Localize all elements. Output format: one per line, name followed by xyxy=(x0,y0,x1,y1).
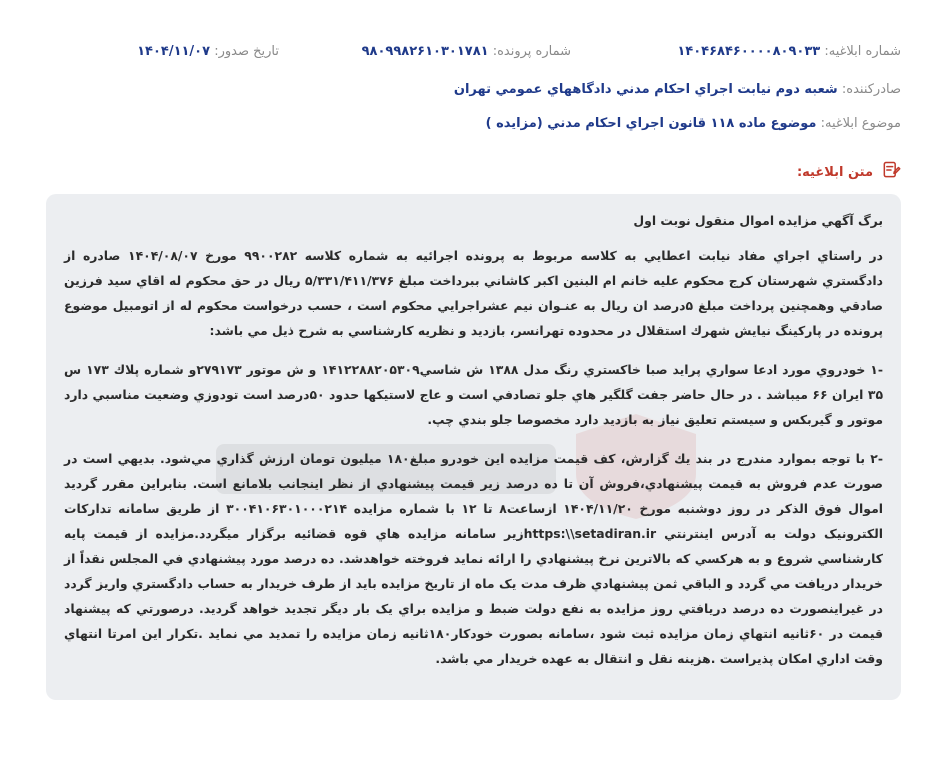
issue-date-label: تاريخ صدور: xyxy=(214,44,279,59)
notice-paragraph-3: -۲ با توجه بموارد مندرج در بند يك گزارش، كف قيمت مزايده اين خودرو مبلغ۱۸۰ ميليون تومان ارزش گذاري مي‌شود. بديهي است در صورت عدم فروش به قيمت پيشنهادي،فروش آن تا ده درصد زير قيمت پيشنهادي از نظر اينجانب بلامانع است. بنابراين مقرر گرديد اموال فوق الذکر در روز دوشنبه مورخ ۱۴۰۴/۱۱/۲۰ ازساعت۸ تا ۱۲ با شماره مزايده ۳۰۰۴۱۰۶۳۰۱۰۰۰۲۱۴ از طريق سامانه تدارکات الکترونيک دولت به آدرس اينترنتي https:\\setadiran.irزير سامانه مزايده هاي قوه قضائيه برگزار ميگردد.مزايده از قيمت پايه کارشناسي شروع و به هرکسي که بالاترين نرخ پيشنهادي را ارائه نمايد فروخته خواهدشد. ده درصد مورد پيشنهادي في المجلس نقداً از خريدار دريافت مي گردد و الباقي ثمن پيشنهادي ظرف مدت يک ماه از تاريخ مزايده بايد از طرف خريدار به حساب دادگستري واريز گردد در غيراينصورت ده درصد دريافتي روز مزايده به نفع دولت ضبط و مزايده براي يک بار ديگر تجديد خواهد گرديد. درصورتي که پيشنهاد قيمت در ۶۰ثانيه انتهاي زمان مزايده ثبت شود ،سامانه بصورت خودکار۱۸۰ثانيه زمان مزايده را تمديد مي نمايد .تکرار اين امرتا انتهاي وقت اداري امکان پذيراست .هزينه نقل و انتقال به عهده خريدار مي باشد. xyxy=(64,451,884,666)
meta-row xyxy=(20,44,901,70)
notice-number-label: شماره ابلاغیه: xyxy=(824,44,901,59)
notice-number-value: ۱۴۰۴۶۸۴۶۰۰۰۰۸۰۹۰۳۳ xyxy=(677,44,821,59)
file-number-value: ۹۸۰۹۹۸۲۶۱۰۳۰۱۷۸۱ xyxy=(361,44,489,59)
subject-label: موضوع ابلاغیه: xyxy=(820,116,901,131)
subject-value: موضوع ماده ۱۱۸ قانون اجراي احکام مدني (مزايده ) xyxy=(485,116,817,131)
body-heading xyxy=(797,160,901,184)
file-number-label: شماره پرونده: xyxy=(492,44,571,59)
issuer-value: شعبه دوم نيابت اجراي احكام مدني دادگاههاي عمومي تهران xyxy=(453,82,838,97)
file-number xyxy=(362,44,571,59)
notice-title: برگ آگهي مزايده اموال منقول نوبت اول xyxy=(633,213,883,228)
issuer-label: صادرکننده: xyxy=(841,82,901,97)
notice-body-box xyxy=(46,194,901,700)
notice-paragraph-2: -۱ خودروي مورد ادعا سواري پرايد صبا خاكستري رنگ مدل ۱۳۸۸ ش شاسي۱۴۱۲۲۸۸۲۰۵۳۰۹ و ش موتور ۲۷۹۱۷۳و شماره پلاك ۱۷۳ س ۳۵ ايران ۶۶ ميباشد . در حال حاضر جفت گلگير هاي جلو تصادفي است و عاج لاستيكها حدود ۵۰درصد است تودوزي وضعيت مناسبي دارد موتور و گيربكس و سيستم تعليق نياز به بازديد دارد مخصوصا جلو بندي چپ. xyxy=(64,362,884,427)
body-heading-label: متن ابلاغیه: xyxy=(796,164,873,180)
notice-number xyxy=(677,44,901,59)
subject-line xyxy=(486,116,901,131)
notice-paragraph-1: در راستاي اجراي مفاد نيابت اعطايي به كلاسه مربوط به پرونده اجرائيه به شماره كلاسه ۹۹۰۰۲۸۲ مورخ ۱۴۰۴/۰۸/۰۷ صادره از دادگستري شهرستان کرج محكوم عليه خانم ام البنين اكبر كاشاني ببرداخت مبلغ ۵/۳۳۱/۴۱۱/۳۷۶ ريال در حق محكوم له اقاي سيد فرزين صادقي وهمچنين پرداخت مبلغ ۵درصد ان ريال به عنـوان نيم عشراجرايي محكوم است ، حسب درخواست محكوم له از اتومبيل موضوع پرونده در پاركينگ نيايش شهرك استقلال در محدوده تهرانسر، بازديد و نظريه كارشناسي به شرح ذيل مي باشد: xyxy=(64,248,884,338)
issue-date-value: ۱۴۰۴/۱۱/۰۷ xyxy=(137,44,211,59)
issue-date xyxy=(137,44,279,59)
issuer-line xyxy=(454,82,901,97)
document-edit-icon xyxy=(881,160,901,184)
